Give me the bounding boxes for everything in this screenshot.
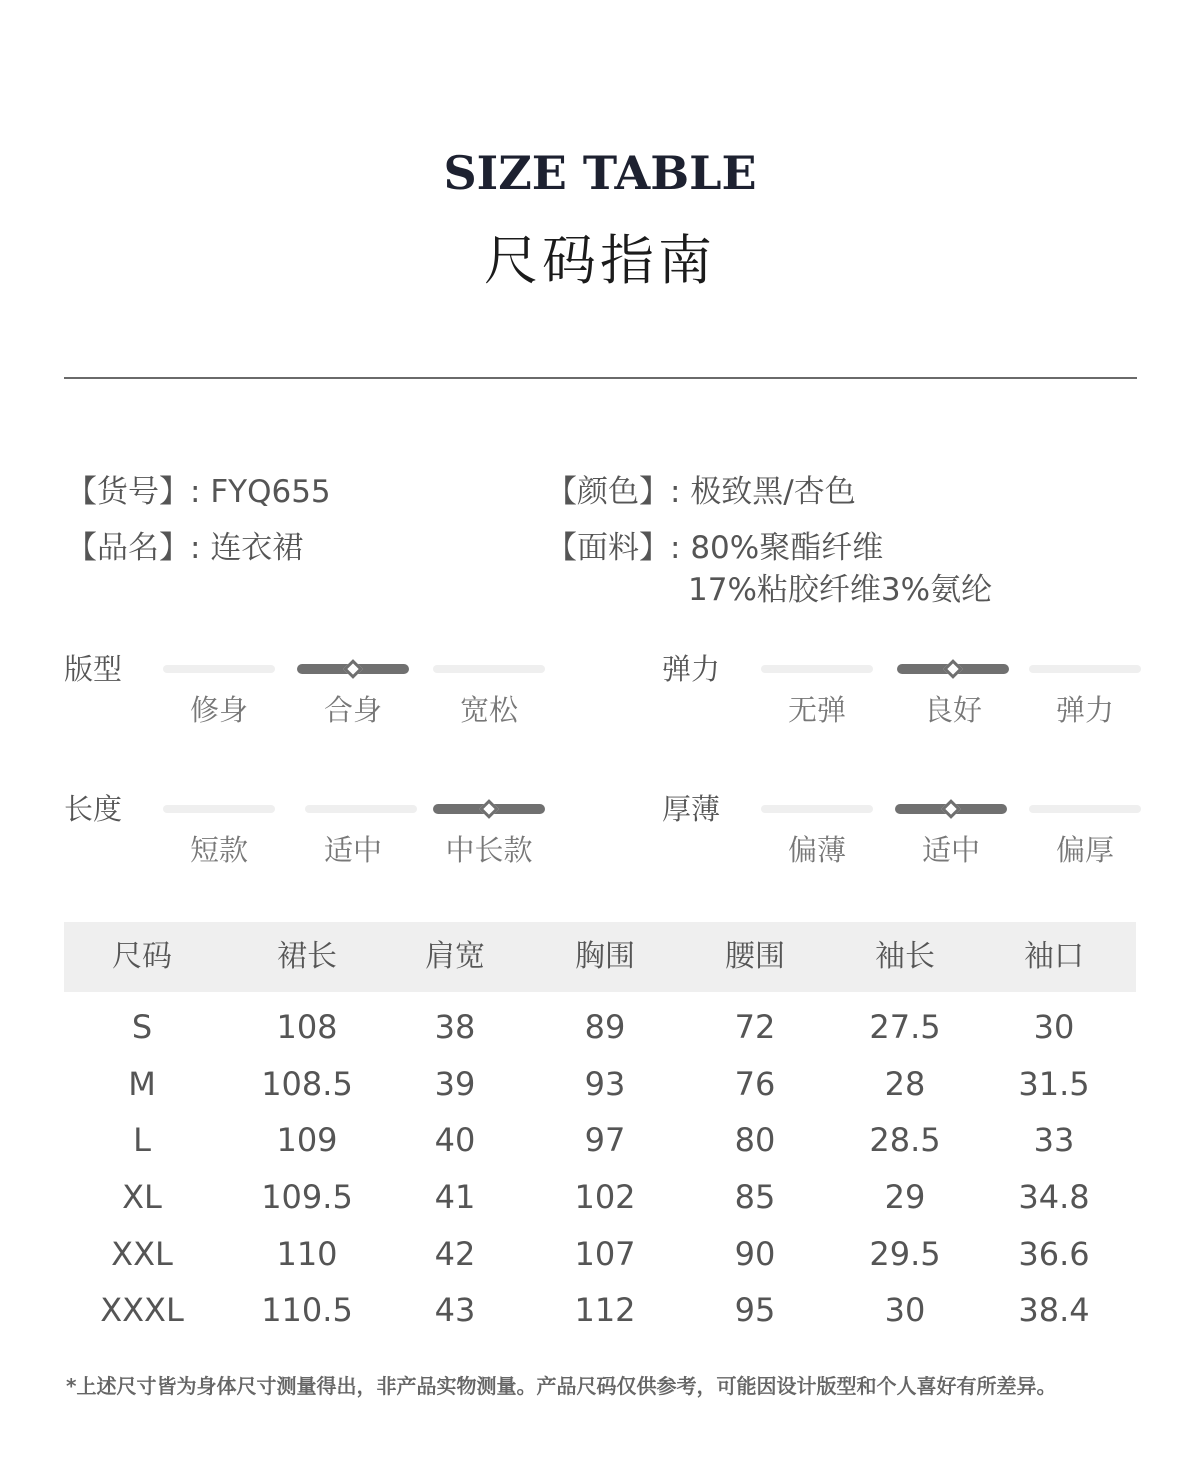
- color-label: 【颜色】:: [546, 474, 691, 510]
- table-cell: 109.5: [261, 1178, 353, 1216]
- attr-stretch-track-2: [1029, 665, 1141, 673]
- table-cell: 42: [434, 1235, 476, 1273]
- table-cell: 30: [1033, 1008, 1075, 1046]
- fabric-line-1: 80%聚酯纤维: [690, 530, 884, 566]
- attr-thickness-label: 厚薄: [662, 792, 721, 826]
- table-cell: 95: [734, 1291, 776, 1329]
- table-cell: 28.5: [869, 1121, 941, 1159]
- table-cell: 108.5: [261, 1065, 353, 1103]
- color-value: 极致黑/杏色: [690, 474, 856, 510]
- attr-length-track-1: [305, 805, 417, 813]
- divider: [64, 377, 1137, 379]
- table-cell: 112: [574, 1291, 636, 1329]
- table-header-cell: 袖长: [875, 939, 935, 974]
- table-cell: 109: [276, 1121, 338, 1159]
- attr-thickness-track-2: [1029, 805, 1141, 813]
- table-cell: 97: [584, 1121, 626, 1159]
- table-cell: 33: [1033, 1121, 1075, 1159]
- name-row: [66, 528, 303, 568]
- attr-fit-option-2: 宽松: [459, 693, 518, 727]
- attr-thickness-option-0: 偏薄: [787, 833, 846, 867]
- slider-knob-icon: [343, 659, 363, 679]
- attr-length-option-1: 适中: [323, 833, 382, 867]
- attr-stretch-option-0: 无弹: [787, 693, 846, 727]
- table-cell: 38.4: [1018, 1291, 1090, 1329]
- attr-thickness-track-1-selected: [895, 804, 1007, 814]
- table-cell: 72: [734, 1008, 776, 1046]
- table-cell: 110.5: [261, 1291, 353, 1329]
- item-no-value: FYQ655: [210, 474, 331, 510]
- page-title-en: SIZE TABLE: [443, 146, 757, 200]
- fabric-label: 【面料】:: [546, 530, 691, 566]
- table-header-cell: 腰围: [725, 939, 785, 974]
- table-cell: 36.6: [1018, 1235, 1090, 1273]
- size-cell: L: [133, 1121, 151, 1159]
- item-no-row: [66, 472, 331, 512]
- table-cell: 39: [434, 1065, 476, 1103]
- table-cell: 34.8: [1018, 1178, 1090, 1216]
- size-cell: XXXL: [100, 1291, 184, 1329]
- table-cell: 27.5: [869, 1008, 941, 1046]
- table-cell: 31.5: [1018, 1065, 1090, 1103]
- table-header-cell: 袖口: [1024, 939, 1084, 974]
- attr-thickness-track-0: [761, 805, 873, 813]
- attr-fit-label: 版型: [64, 652, 123, 686]
- attr-length-track-0: [163, 805, 275, 813]
- table-cell: 85: [734, 1178, 776, 1216]
- table-header-cell: 尺码: [112, 939, 172, 974]
- attr-fit-track-1-selected: [297, 664, 409, 674]
- attr-stretch-track-0: [761, 665, 873, 673]
- page-title-cn: 尺码指南: [484, 229, 716, 292]
- attr-length-label: 长度: [64, 792, 123, 826]
- slider-knob-icon: [943, 659, 963, 679]
- table-cell: 110: [276, 1235, 338, 1273]
- attr-thickness-option-1: 适中: [921, 833, 980, 867]
- name-value: 连衣裙: [210, 530, 304, 566]
- table-cell: 80: [734, 1121, 776, 1159]
- fabric-line-2: 17%粘胶纤维3%氨纶: [688, 572, 993, 608]
- attr-stretch-option-2: 弹力: [1055, 693, 1114, 727]
- table-cell: 108: [276, 1008, 338, 1046]
- slider-knob-icon: [941, 799, 961, 819]
- name-label: 【品名】:: [66, 530, 211, 566]
- attr-stretch-option-1: 良好: [923, 693, 982, 727]
- attr-fit-option-0: 修身: [189, 693, 248, 727]
- attr-thickness-option-2: 偏厚: [1055, 833, 1114, 867]
- table-cell: 107: [574, 1235, 636, 1273]
- attr-length-track-2-selected: [433, 804, 545, 814]
- size-cell: M: [128, 1065, 156, 1103]
- attr-length-option-0: 短款: [189, 833, 248, 867]
- attr-fit-track-0: [163, 665, 275, 673]
- table-cell: 40: [434, 1121, 476, 1159]
- table-cell: 38: [434, 1008, 476, 1046]
- table-cell: 41: [434, 1178, 476, 1216]
- table-cell: 43: [434, 1291, 476, 1329]
- table-cell: 93: [584, 1065, 626, 1103]
- table-cell: 90: [734, 1235, 776, 1273]
- fabric-row: [546, 528, 883, 568]
- table-header-cell: 裙长: [277, 939, 337, 974]
- table-cell: 30: [884, 1291, 926, 1329]
- table-cell: 89: [584, 1008, 626, 1046]
- attr-length-option-2: 中长款: [445, 833, 533, 867]
- table-header-cell: 肩宽: [425, 939, 485, 974]
- table-cell: 29.5: [869, 1235, 941, 1273]
- attr-stretch-track-1-selected: [897, 664, 1009, 674]
- color-row: [546, 472, 856, 512]
- attr-fit-track-2: [433, 665, 545, 673]
- attr-fit-option-1: 合身: [323, 693, 382, 727]
- table-cell: 76: [734, 1065, 776, 1103]
- item-no-label: 【货号】:: [66, 474, 211, 510]
- table-cell: 29: [884, 1178, 926, 1216]
- table-header-cell: 胸围: [575, 939, 635, 974]
- attr-stretch-label: 弹力: [662, 652, 721, 686]
- size-cell: XXL: [111, 1235, 173, 1273]
- slider-knob-icon: [479, 799, 499, 819]
- table-cell: 28: [884, 1065, 926, 1103]
- table-cell: 102: [574, 1178, 636, 1216]
- footnote: *上述尺寸皆为身体尺寸测量得出，非产品实物测量。产品尺码仅供参考，可能因设计版型和个人喜好有所差异。: [66, 1374, 1057, 1398]
- size-cell: S: [131, 1008, 153, 1046]
- size-cell: XL: [122, 1178, 162, 1216]
